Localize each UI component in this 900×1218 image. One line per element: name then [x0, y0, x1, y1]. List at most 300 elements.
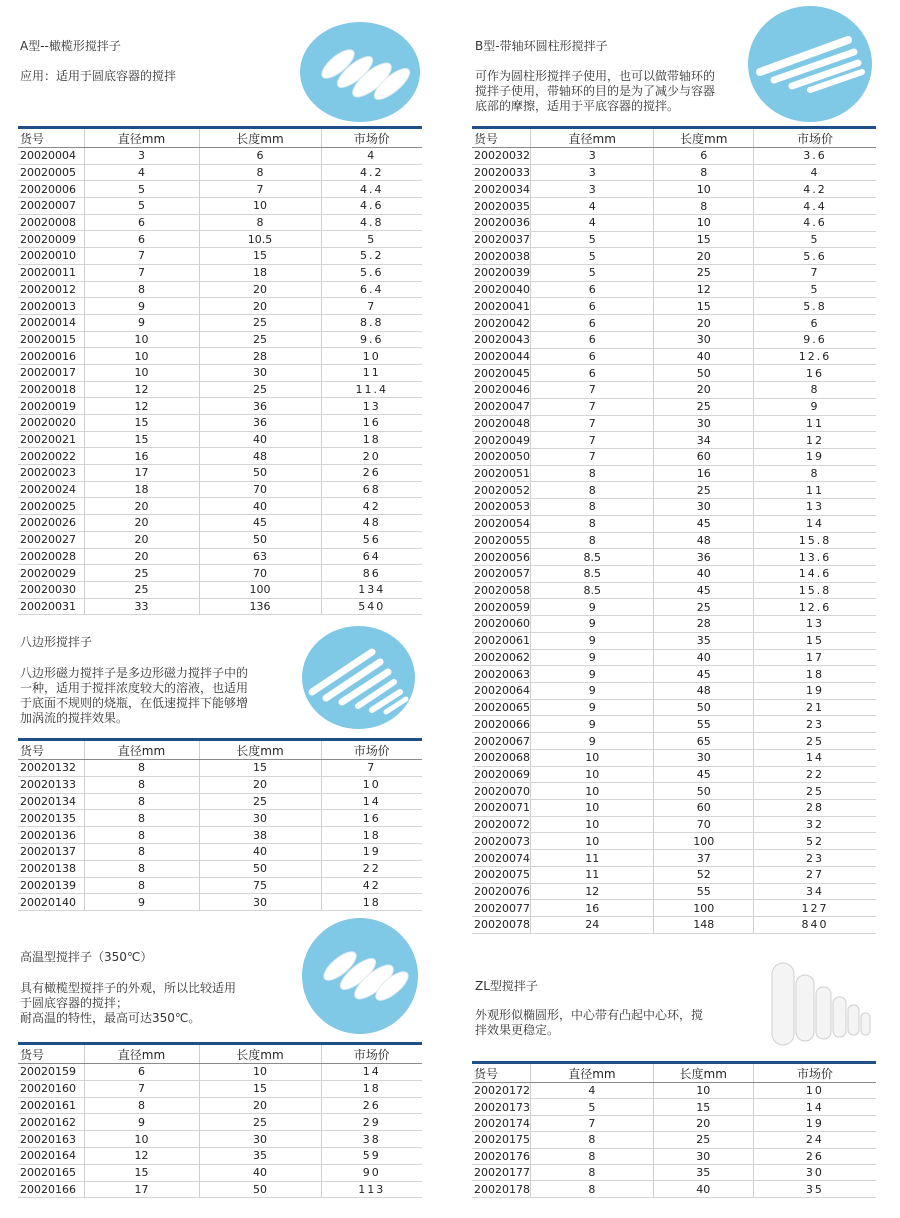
length-cell: 136: [199, 598, 321, 615]
table-row: [472, 348, 876, 365]
diameter-cell: 4: [531, 214, 654, 231]
table-row: [472, 432, 876, 449]
table-row: [472, 415, 876, 432]
zl-stirrer-photo: [758, 945, 878, 1055]
diameter-cell: 8: [84, 860, 199, 877]
item-number-cell: 20020135: [18, 810, 84, 827]
diameter-cell: 8.5: [531, 549, 654, 566]
diameter-cell: 4: [531, 1083, 654, 1099]
item-number-cell: 20020176: [474, 1149, 530, 1163]
diameter-cell: 20: [84, 531, 199, 548]
table-row: [472, 331, 876, 348]
length-cell: 20: [654, 382, 754, 399]
item-number-cell: 20020178: [474, 1182, 530, 1196]
item-number-cell: 20020163: [18, 1131, 84, 1148]
section-ht-desc: [20, 981, 236, 1026]
column-header: 直径mm: [84, 740, 199, 760]
column-header: 市场价: [321, 740, 422, 760]
column-header: 货号: [18, 1044, 84, 1064]
diameter-cell: 20: [84, 515, 199, 532]
diameter-cell: 5: [531, 248, 654, 265]
table-row: [472, 599, 876, 616]
item-number-cell: 20020013: [18, 298, 84, 315]
section-oct-title: 八边形搅拌子: [20, 635, 93, 649]
table-row: [18, 793, 422, 810]
diameter-cell: 8: [84, 1097, 199, 1114]
table-row: [18, 515, 422, 532]
item-number-cell: 20020060: [474, 617, 530, 631]
diameter-cell: 15: [84, 431, 199, 448]
table-row: [18, 164, 422, 181]
table-row: [18, 248, 422, 265]
table-row: [472, 917, 876, 934]
length-cell: 75: [199, 877, 321, 894]
item-number-cell: 20020004: [18, 148, 84, 165]
table-row: [18, 1131, 422, 1148]
table-row: [18, 548, 422, 565]
diameter-cell: 3: [531, 181, 654, 198]
item-number-cell: 20020173: [474, 1100, 530, 1114]
table-row: [18, 331, 422, 348]
diameter-cell: 8: [84, 827, 199, 844]
table-row: [472, 1164, 876, 1180]
price-cell: 22: [753, 766, 876, 783]
item-number-cell: 20020074: [474, 851, 530, 865]
price-cell: 19: [321, 843, 422, 860]
price-cell: 5.6: [321, 264, 422, 281]
olive-stirrer-photo: [300, 22, 420, 122]
length-cell: 20: [654, 248, 754, 265]
table-row: [472, 616, 876, 633]
price-cell: 29: [321, 1114, 422, 1131]
table-row: [472, 816, 876, 833]
table-header-row: [18, 740, 422, 760]
table-row: [472, 265, 876, 282]
price-cell: 4: [321, 148, 422, 165]
length-cell: 25: [199, 793, 321, 810]
length-cell: 50: [654, 783, 754, 800]
length-cell: 25: [199, 381, 321, 398]
desc-line: 于圆底容器的搅拌；: [20, 996, 129, 1010]
item-number-cell: 20020010: [18, 248, 84, 265]
price-cell: 18: [753, 666, 876, 683]
item-number-cell: 20020160: [18, 1080, 84, 1097]
item-number-cell: 20020076: [474, 884, 530, 898]
item-number-cell: 20020027: [18, 531, 84, 548]
item-number-cell: 20020030: [18, 581, 84, 598]
diameter-cell: 6: [531, 298, 654, 315]
table-zl: [472, 1061, 876, 1198]
price-cell: 19: [753, 1115, 876, 1131]
length-cell: 50: [654, 699, 754, 716]
length-cell: 40: [654, 348, 754, 365]
table-row: [472, 148, 876, 165]
price-cell: 11: [321, 364, 422, 381]
price-cell: 10: [753, 1083, 876, 1099]
table-row: [472, 398, 876, 415]
length-cell: 34: [654, 432, 754, 449]
item-number-cell: 20020039: [474, 266, 530, 280]
length-cell: 148: [654, 917, 754, 934]
diameter-cell: 9: [531, 599, 654, 616]
item-number-cell: 20020164: [18, 1147, 84, 1164]
diameter-cell: 9: [531, 683, 654, 700]
diameter-cell: 4: [531, 198, 654, 215]
price-cell: 15.8: [753, 582, 876, 599]
length-cell: 15: [199, 1080, 321, 1097]
price-cell: 14.6: [753, 565, 876, 582]
table-row: [472, 666, 876, 683]
price-cell: 38: [321, 1131, 422, 1148]
price-cell: 13: [753, 499, 876, 516]
price-cell: 8.8: [321, 314, 422, 331]
table-row: [18, 1080, 422, 1097]
item-number-cell: 20020072: [474, 818, 530, 832]
price-cell: 10: [321, 348, 422, 365]
item-number-cell: 20020011: [18, 264, 84, 281]
length-cell: 25: [199, 331, 321, 348]
table-row: [472, 499, 876, 516]
section-a-desc: [20, 69, 176, 84]
table-row: [18, 531, 422, 548]
price-cell: 13: [321, 398, 422, 415]
column-header: 市场价: [321, 128, 422, 148]
table-row: [472, 482, 876, 499]
table-row: [18, 314, 422, 331]
diameter-cell: 8: [84, 877, 199, 894]
item-number-cell: 20020054: [474, 517, 530, 531]
price-cell: 14: [753, 1099, 876, 1115]
length-cell: 45: [654, 666, 754, 683]
item-number-cell: 20020057: [474, 567, 530, 581]
table-row: [472, 281, 876, 298]
length-cell: 35: [654, 632, 754, 649]
length-cell: 30: [654, 415, 754, 432]
table-row: [18, 1147, 422, 1164]
price-cell: 9.6: [753, 331, 876, 348]
table-row: [18, 148, 422, 165]
length-cell: 6: [654, 148, 754, 165]
item-number-cell: 20020070: [474, 784, 530, 798]
item-number-cell: 20020043: [474, 333, 530, 347]
column-header: 长度mm: [654, 128, 754, 148]
length-cell: 45: [654, 515, 754, 532]
item-number-cell: 20020067: [474, 734, 530, 748]
length-cell: 30: [199, 810, 321, 827]
price-cell: 22: [321, 860, 422, 877]
price-cell: 4.6: [753, 214, 876, 231]
price-cell: 4: [753, 164, 876, 181]
item-number-cell: 20020075: [474, 868, 530, 882]
length-cell: 30: [654, 331, 754, 348]
column-header: 长度mm: [199, 740, 321, 760]
diameter-cell: 9: [531, 733, 654, 750]
item-number-cell: 20020044: [474, 349, 530, 363]
price-cell: 18: [321, 827, 422, 844]
length-cell: 20: [654, 315, 754, 332]
price-cell: 12.6: [753, 599, 876, 616]
table-row: [472, 749, 876, 766]
price-cell: 12: [753, 432, 876, 449]
price-cell: 86: [321, 565, 422, 582]
table-row: [18, 181, 422, 198]
item-number-cell: 20020139: [18, 877, 84, 894]
price-cell: 4.4: [753, 198, 876, 215]
price-cell: 26: [321, 1097, 422, 1114]
price-cell: 10: [321, 776, 422, 793]
length-cell: 10: [199, 1064, 321, 1081]
table-row: [18, 214, 422, 231]
diameter-cell: 16: [84, 448, 199, 465]
length-cell: 10: [654, 214, 754, 231]
table-row: [18, 760, 422, 777]
length-cell: 30: [199, 894, 321, 911]
table-row: [18, 1064, 422, 1081]
diameter-cell: 17: [84, 465, 199, 482]
price-cell: 23: [753, 850, 876, 867]
diameter-cell: 8: [531, 499, 654, 516]
length-cell: 50: [199, 465, 321, 482]
table-row: [472, 1083, 876, 1099]
item-number-cell: 20020068: [474, 751, 530, 765]
diameter-cell: 20: [84, 548, 199, 565]
length-cell: 40: [654, 649, 754, 666]
column-header: 货号: [472, 128, 531, 148]
length-cell: 40: [199, 843, 321, 860]
diameter-cell: 12: [84, 381, 199, 398]
length-cell: 25: [654, 599, 754, 616]
table-row: [472, 298, 876, 315]
length-cell: 10: [653, 1083, 753, 1099]
price-cell: 113: [321, 1181, 422, 1198]
price-cell: 25: [753, 733, 876, 750]
table-row: [18, 894, 422, 911]
item-number-cell: 20020073: [474, 834, 530, 848]
diameter-cell: 9: [84, 1114, 199, 1131]
diameter-cell: 15: [84, 415, 199, 432]
length-cell: 52: [654, 866, 754, 883]
item-number-cell: 20020020: [18, 415, 84, 432]
diameter-cell: 8: [531, 1164, 654, 1180]
item-number-cell: 20020165: [18, 1164, 84, 1181]
desc-line: 应用：适用于圆底容器的搅拌: [20, 69, 177, 83]
length-cell: 30: [199, 364, 321, 381]
diameter-cell: 8: [84, 843, 199, 860]
item-number-cell: 20020023: [18, 465, 84, 482]
diameter-cell: 8: [531, 482, 654, 499]
item-number-cell: 20020056: [474, 550, 530, 564]
length-cell: 20: [199, 1097, 321, 1114]
price-cell: 5.2: [321, 248, 422, 265]
desc-line: 具有橄榄型搅拌子的外观，所以比较适用: [20, 981, 237, 995]
price-cell: 9.6: [321, 331, 422, 348]
diameter-cell: 11: [531, 866, 654, 883]
length-cell: 48: [199, 448, 321, 465]
table-row: [472, 683, 876, 700]
price-cell: 23: [753, 716, 876, 733]
section-b-title: B型-带轴环圆柱形搅拌子: [475, 39, 608, 53]
price-cell: 26: [753, 1148, 876, 1164]
item-number-cell: 20020175: [474, 1133, 530, 1147]
table-row: [18, 348, 422, 365]
length-cell: 10: [654, 181, 754, 198]
table-row: [18, 264, 422, 281]
diameter-cell: 6: [84, 231, 199, 248]
item-number-cell: 20020061: [474, 634, 530, 648]
price-cell: 52: [753, 833, 876, 850]
table-row: [18, 1114, 422, 1131]
item-number-cell: 20020033: [474, 166, 530, 180]
length-cell: 40: [654, 565, 754, 582]
price-cell: 4.6: [321, 198, 422, 215]
length-cell: 8: [654, 164, 754, 181]
diameter-cell: 12: [531, 883, 654, 900]
table-row: [472, 248, 876, 265]
item-number-cell: 20020137: [18, 843, 84, 860]
table-row: [472, 315, 876, 332]
diameter-cell: 10: [84, 348, 199, 365]
diameter-cell: 8: [531, 1181, 654, 1197]
table-row: [472, 214, 876, 231]
table-row: [472, 515, 876, 532]
table-row: [472, 833, 876, 850]
length-cell: 25: [199, 314, 321, 331]
item-number-cell: 20020132: [18, 760, 84, 777]
table-row: [472, 850, 876, 867]
item-number-cell: 20020029: [18, 565, 84, 582]
length-cell: 28: [654, 616, 754, 633]
column-header: 市场价: [753, 128, 876, 148]
item-number-cell: 20020025: [18, 498, 84, 515]
length-cell: 70: [199, 481, 321, 498]
length-cell: 50: [199, 1181, 321, 1198]
diameter-cell: 8: [531, 465, 654, 482]
price-cell: 17: [753, 649, 876, 666]
price-cell: 5.8: [753, 298, 876, 315]
price-cell: 13: [753, 616, 876, 633]
table-row: [472, 181, 876, 198]
length-cell: 40: [653, 1181, 753, 1197]
table-row: [18, 364, 422, 381]
item-number-cell: 20020062: [474, 650, 530, 664]
item-number-cell: 20020166: [18, 1181, 84, 1198]
section-b-desc: [475, 69, 715, 114]
desc-line: 拌效果更稳定。: [475, 1023, 560, 1037]
item-number-cell: 20020018: [18, 381, 84, 398]
item-number-cell: 20020159: [18, 1064, 84, 1081]
item-number-cell: 20020161: [18, 1097, 84, 1114]
table-row: [18, 827, 422, 844]
table-b: [472, 126, 876, 934]
length-cell: 45: [654, 582, 754, 599]
price-cell: 48: [321, 515, 422, 532]
diameter-cell: 7: [531, 1115, 654, 1131]
table-row: [18, 465, 422, 482]
price-cell: 11.4: [321, 381, 422, 398]
length-cell: 63: [199, 548, 321, 565]
price-cell: 8: [753, 465, 876, 482]
length-cell: 45: [654, 766, 754, 783]
diameter-cell: 6: [84, 1064, 199, 1081]
item-number-cell: 20020037: [474, 232, 530, 246]
length-cell: 30: [654, 749, 754, 766]
desc-line: 一种，适用于搅拌浓度较大的溶液，也适用: [20, 681, 249, 695]
section-zl-title: ZL型搅拌子: [475, 979, 538, 993]
length-cell: 15: [654, 231, 754, 248]
table-row: [18, 860, 422, 877]
item-number-cell: 20020024: [18, 481, 84, 498]
table-row: [472, 448, 876, 465]
length-cell: 40: [199, 431, 321, 448]
table-header-row: [472, 1063, 876, 1083]
table-row: [18, 581, 422, 598]
column-header: 货号: [18, 128, 84, 148]
diameter-cell: 10: [84, 331, 199, 348]
length-cell: 20: [653, 1115, 753, 1131]
item-number-cell: 20020005: [18, 164, 84, 181]
price-cell: 8: [753, 382, 876, 399]
item-number-cell: 20020138: [18, 860, 84, 877]
price-cell: 15.8: [753, 532, 876, 549]
item-number-cell: 20020134: [18, 793, 84, 810]
length-cell: 45: [199, 515, 321, 532]
length-cell: 48: [654, 532, 754, 549]
length-cell: 15: [199, 248, 321, 265]
length-cell: 60: [654, 448, 754, 465]
table-row: [472, 365, 876, 382]
diameter-cell: 9: [531, 649, 654, 666]
price-cell: 16: [321, 415, 422, 432]
table-row: [472, 1181, 876, 1197]
diameter-cell: 10: [84, 364, 199, 381]
table-row: [472, 1132, 876, 1148]
item-number-cell: 20020066: [474, 717, 530, 731]
item-number-cell: 20020058: [474, 584, 530, 598]
item-number-cell: 20020026: [18, 515, 84, 532]
price-cell: 4.2: [753, 181, 876, 198]
item-number-cell: 20020017: [18, 364, 84, 381]
diameter-cell: 24: [531, 917, 654, 934]
table-row: [472, 565, 876, 582]
price-cell: 18: [321, 894, 422, 911]
length-cell: 30: [199, 1131, 321, 1148]
diameter-cell: 6: [531, 331, 654, 348]
item-number-cell: 20020133: [18, 776, 84, 793]
item-number-cell: 20020014: [18, 314, 84, 331]
item-number-cell: 20020063: [474, 667, 530, 681]
price-cell: 6: [753, 315, 876, 332]
item-number-cell: 20020053: [474, 500, 530, 514]
item-number-cell: 20020059: [474, 600, 530, 614]
table-row: [18, 1181, 422, 1198]
length-cell: 30: [654, 499, 754, 516]
price-cell: 5: [753, 231, 876, 248]
item-number-cell: 20020050: [474, 450, 530, 464]
diameter-cell: 7: [84, 248, 199, 265]
diameter-cell: 8: [531, 515, 654, 532]
diameter-cell: 8: [84, 281, 199, 298]
price-cell: 20: [321, 448, 422, 465]
length-cell: 55: [654, 716, 754, 733]
price-cell: 90: [321, 1164, 422, 1181]
length-cell: 48: [654, 683, 754, 700]
item-number-cell: 20020077: [474, 901, 530, 915]
table-header-row: [472, 128, 876, 148]
item-number-cell: 20020042: [474, 316, 530, 330]
item-number-cell: 20020049: [474, 433, 530, 447]
length-cell: 8: [199, 164, 321, 181]
column-header: 直径mm: [531, 1063, 654, 1083]
